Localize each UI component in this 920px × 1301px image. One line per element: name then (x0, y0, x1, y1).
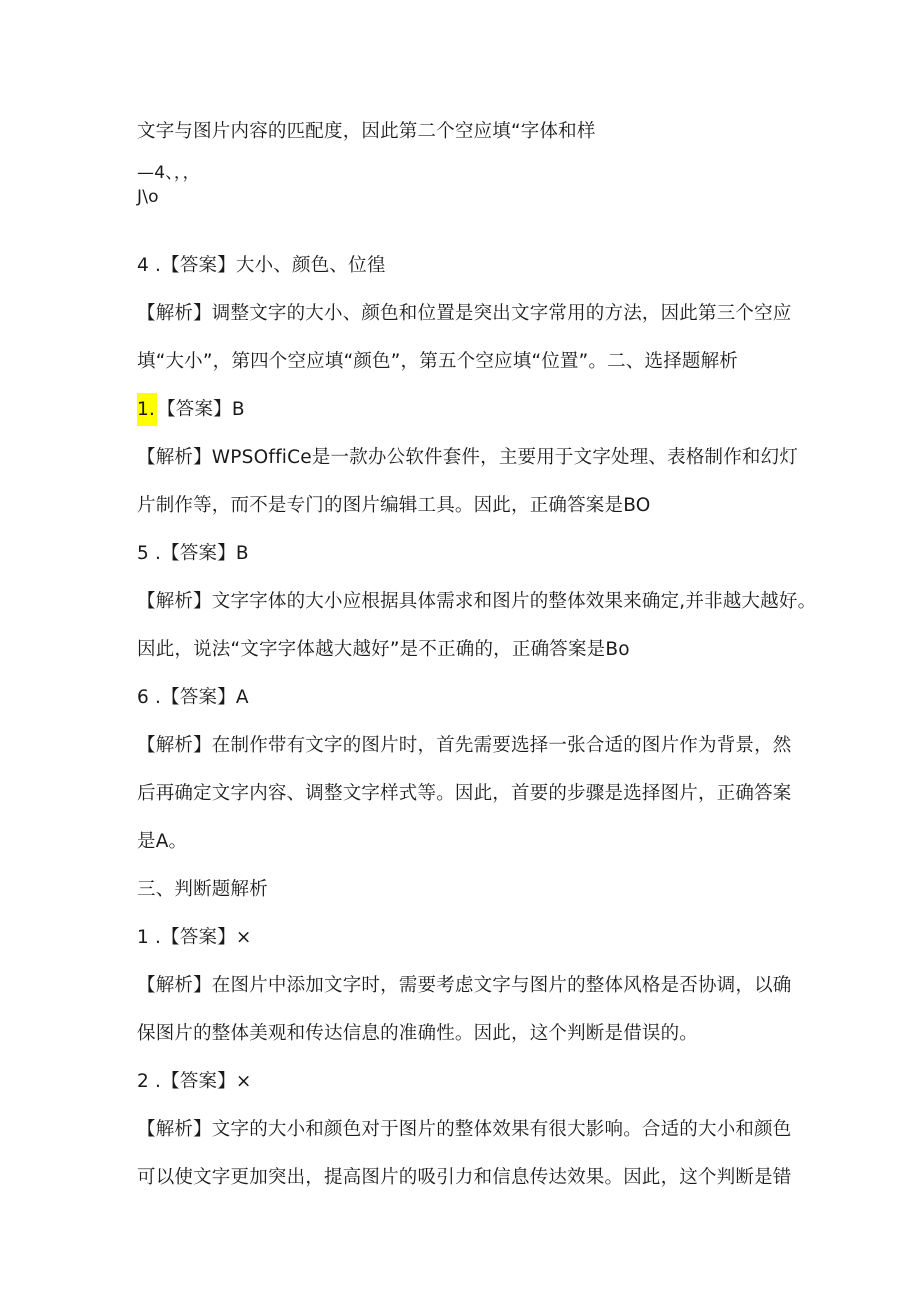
section-heading: 三、判断题解析 (137, 879, 268, 900)
answer-line: 4 .【答案】大小、颜色、位徨 (137, 255, 386, 276)
answer-text: 【答案】B (157, 399, 245, 420)
analysis-line: 保图片的整体美观和传达信息的准确性。因此，这个判断是借误的。 (137, 1023, 699, 1044)
analysis-line: 【解析】调整文字的大小、颜色和位置是突出文字常用的方法，因此第三个空应 (137, 303, 792, 324)
analysis-line: 后再确定文字内容、调整文字样式等。因此，首要的步骤是选择图片，正确答案 (137, 783, 792, 804)
text-line: J\o (137, 187, 159, 207)
text-line: —4、，， (137, 163, 200, 183)
answer-line: 2 .【答案】× (137, 1071, 252, 1092)
analysis-line: 【解析】文字字体的大小应根据具体需求和图片的整体效果来确定,并非越大越好。 (137, 591, 817, 612)
text-line: 文字与图片内容的匹配度，因此第二个空应填“字体和样 (137, 121, 596, 142)
highlighted-number: 1. (137, 393, 157, 426)
analysis-line: 因此，说法“文字字体越大越好”是不正确的，正确答案是Bo (137, 639, 630, 660)
answer-line: 5 .【答案】B (137, 543, 249, 564)
analysis-line: 【解析】文字的大小和颜色对于图片的整体效果有很大影响。合适的大小和颜色 (137, 1119, 792, 1140)
answer-line (137, 398, 245, 422)
analysis-line: 填“大小”，第四个空应填“颜色”，第五个空应填“位置”。二、选择题解析 (137, 351, 739, 372)
analysis-line: 【解析】在图片中添加文字时，需要考虑文字与图片的整体风格是否协调，以确 (137, 975, 792, 996)
analysis-line: 片制作等，而不是专门的图片编辑工具。因此，正确答案是BO (137, 495, 651, 516)
answer-line: 1 .【答案】× (137, 927, 252, 948)
analysis-line: 【解析】WPSOffiCe是一款办公软件套件，主要用于文字处理、表格制作和幻灯 (137, 447, 799, 468)
answer-line: 6 .【答案】A (137, 687, 249, 708)
analysis-line: 【解析】在制作带有文字的图片时，首先需要选择一张合适的图片作为背景，然 (137, 735, 792, 756)
analysis-line: 是A。 (137, 831, 188, 852)
analysis-line: 可以使文字更加突出，提高图片的吸引力和信息传达效果。因此，这个判断是错 (137, 1167, 792, 1188)
